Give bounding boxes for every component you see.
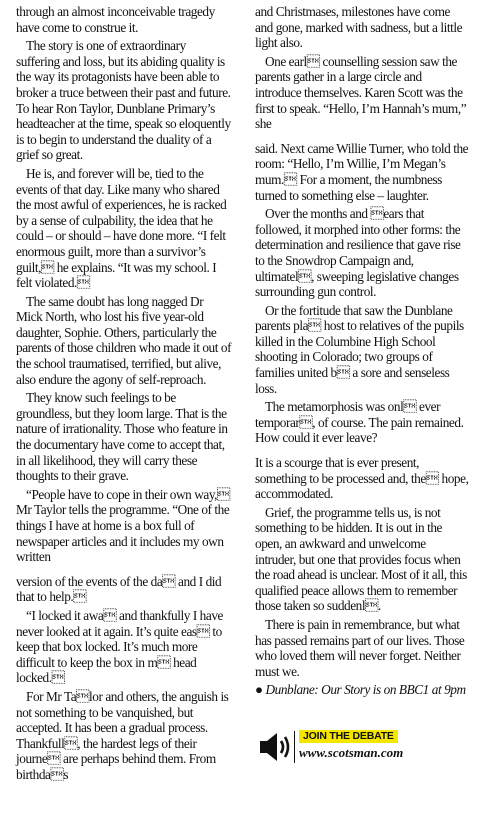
article-paragraph: The same doubt has long nagged Dr Mick North, who lost his five year-old daughter, Sophie. Others, particularly the parents of those children who made it out of the school traumatised, terrified, but alive, also endure the agony of self-reproach.	[16, 293, 232, 387]
article-paragraph: “People have to cope in their own way, Mr Taylor tells the programme. “One of the things I have at home is a box full of newspaper articles and it includes my own written	[16, 486, 230, 565]
article-paragraph: through an almost inconceivable tragedy have come to construe it.	[16, 4, 215, 35]
article-paragraph: There is pain in remembrance, but what has passed remains part of our lives. Those who loved them will never forget. Neither must we.	[255, 616, 465, 679]
debate-link[interactable]: www.scotsman.com	[299, 745, 404, 760]
article-paragraph: For Mr Talor and others, the anguish is not something to be vanquished, but accepted. It has been a gradual process. Thankfull, the hardest legs of their journe are perhaps behind them. From birthdas	[16, 688, 229, 782]
article-paragraph: Or the fortitude that saw the Dunblane parents pla host to relatives of the pupils killed in the Columbine High School shooting in Colorado; two groups of families united b a sore and senseless loss.	[255, 302, 464, 396]
article-paragraph: Over the months and ears that followed, it morphed into other forms: the determination and resilience that gave rise to the Snowdrop Campaign and, ultimatel, sweeping legislative changes surrounding gun control.	[255, 206, 461, 300]
article-paragraph: The metamorphosis was onl ever temporar, of course. The pain remained. How could it ever leave?	[255, 399, 464, 446]
article-paragraph: He is, and forever will be, tied to the events of that day. Like many who shared the most awful of experiences, he is racked by a sense of culpability, the idea that he could – or should – have done more. “I felt enormous guilt, more than a survivor’s guilt, he explains. “It was my school. I felt violated.	[16, 165, 227, 291]
article-paragraph: One earl counselling session saw the parents gather in a large circle and introduce themselves. Karen Scott was the first to speak. “Hello, I’m Hannah’s mum,” she	[255, 53, 467, 132]
article-paragraph: The story is one of extraordinary suffering and loss, but its abiding quality is the way its protagonists have been able to broker a truce between their past and future. To hear Ron Taylor, Dunblane Primary’s headteacher at the time, speak so eloquently is to begin to understand the duality of a grief so great.	[16, 38, 231, 163]
credit-bullet: ●	[255, 682, 263, 698]
speaker-icon	[258, 729, 294, 765]
debate-title: JOIN THE DEBATE	[299, 730, 398, 743]
article-column-right	[255, 4, 469, 701]
article-column-left	[16, 4, 232, 786]
article-paragraph: and Christmases, milestones have come and gone, marked with sadness, but a little light also.	[255, 4, 463, 51]
article-paragraph: “I locked it awa and thankfully I have never looked at it again. It’s quite eas to keep that box locked. It’s much more difficult to keep the box in m head locked.	[16, 607, 223, 686]
divider	[294, 731, 295, 763]
programme-credit	[255, 682, 469, 698]
article-paragraph: They know such feelings to be groundless, but they loom large. That is the nature of irrationality. Those who feature in the documentary have come to accept that, in all likelihood, they will carry these thoughts to their grave.	[16, 390, 228, 484]
article-paragraph: said. Next came Willie Turner, who told the room: “Hello, I’m Willie, I’m Megan’s mum. For a moment, the numbness turned to something else – laughter.	[255, 140, 469, 203]
article-paragraph: Grief, the programme tells us, is not something to be hidden. It is out in the open, an awkward and unwelcome intruder, but one that provides focus when the road ahead is unclear. Most of it all, this qualified peace allows them to remember those taken so suddenl.	[255, 504, 467, 614]
credit-text: Dunblane: Our Story is on BBC1 at 9pm	[265, 682, 466, 698]
article-paragraph: It is a scourge that is ever present, something to be processed and, the hope, accommodated.	[255, 455, 469, 502]
join-the-debate-panel[interactable]	[258, 727, 458, 767]
article-paragraph: version of the events of the da and I did that to help.	[16, 573, 222, 605]
